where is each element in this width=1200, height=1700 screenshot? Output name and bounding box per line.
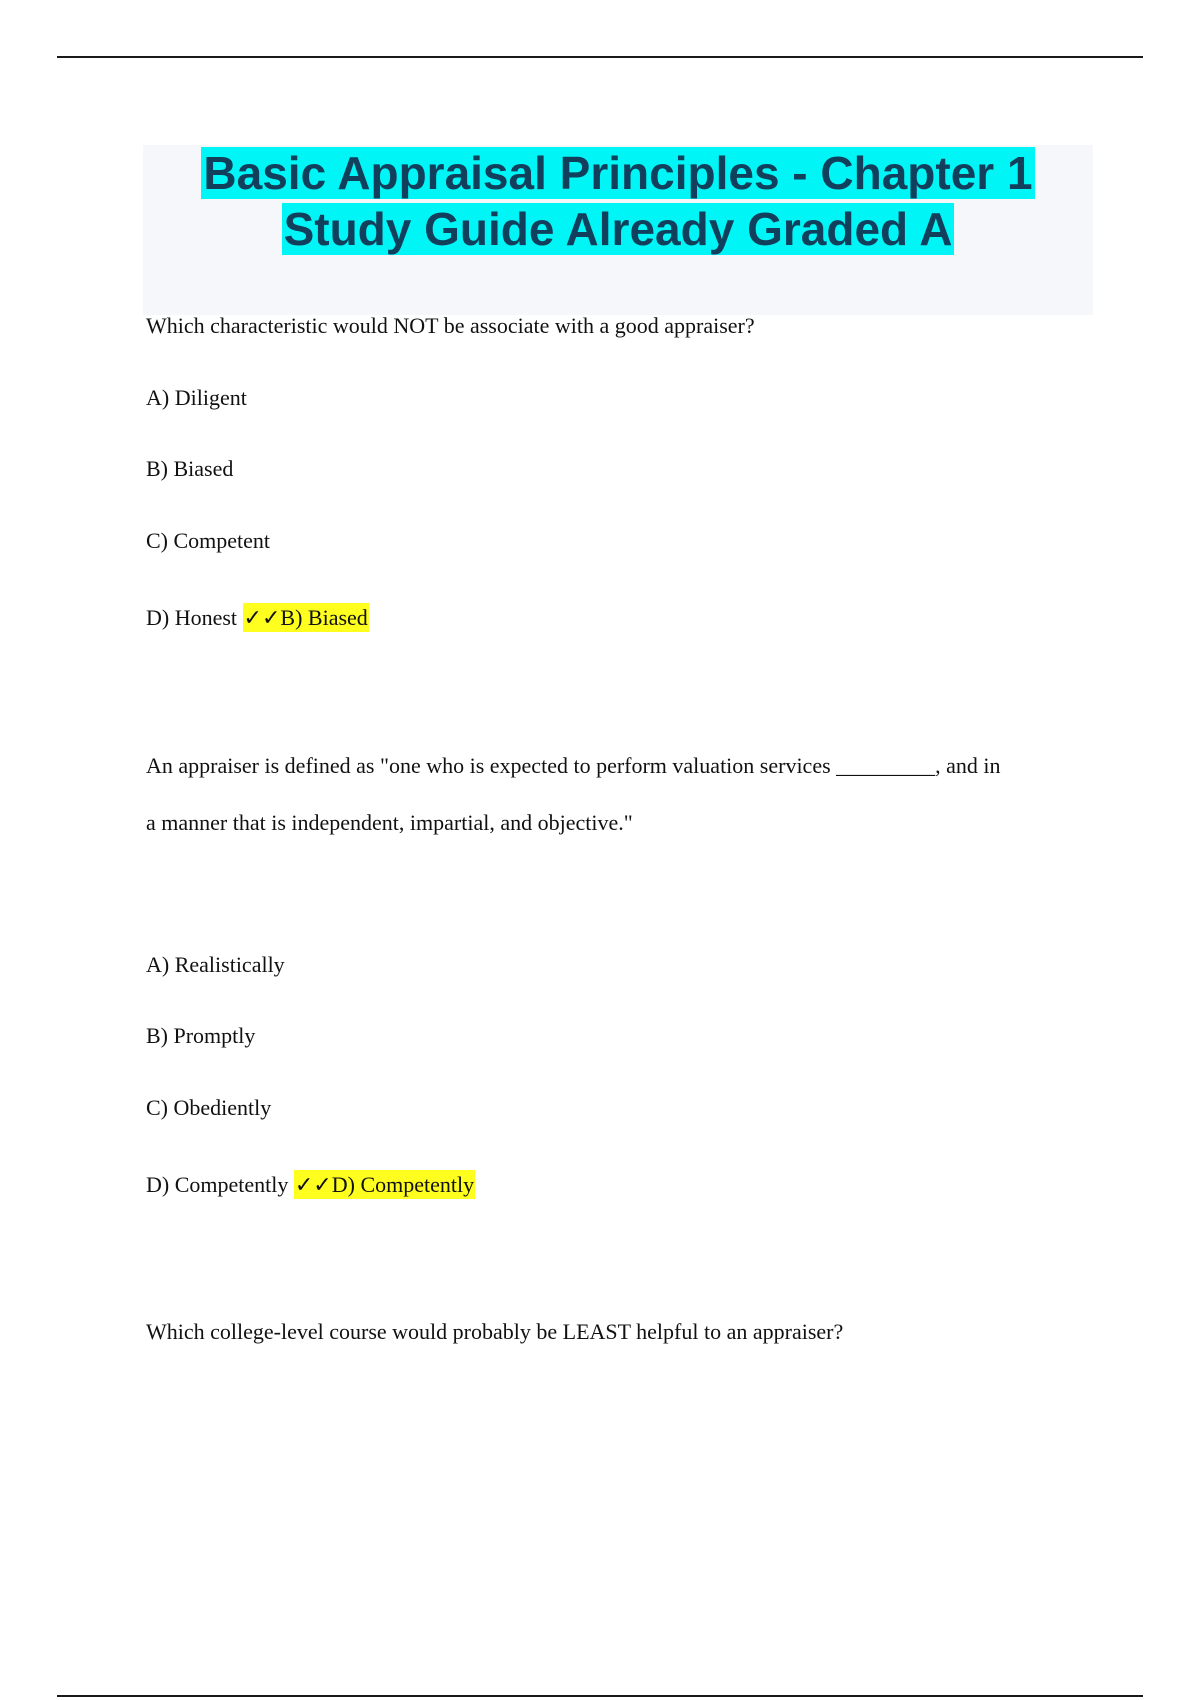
q1-answer-highlight xyxy=(243,603,369,632)
q2-option-b: B) Promptly xyxy=(146,1023,256,1048)
q1-option-c: C) Competent xyxy=(146,528,271,553)
q1-answer: B) Biased xyxy=(280,605,368,630)
q1-option-d-row xyxy=(146,604,369,633)
q2-question-line-2: a manner that is independent, impartial, and objective." xyxy=(146,810,633,835)
footer-rule xyxy=(57,1695,1143,1697)
q2-option-d-row xyxy=(146,1171,475,1200)
q1-question: Which characteristic would NOT be associate with a good appraiser? xyxy=(146,313,755,338)
q2-answer: D) Competently xyxy=(331,1172,475,1197)
double-check-icon: ✓✓ xyxy=(243,606,281,631)
q1-option-b: B) Biased xyxy=(146,456,234,481)
q2-option-d: D) Competently xyxy=(146,1172,289,1197)
q2-question-line-1: An appraiser is defined as "one who is expected to perform valuation services _________, and in xyxy=(146,753,1001,778)
header-rule xyxy=(57,56,1143,58)
q2-option-c: C) Obediently xyxy=(146,1095,272,1120)
q1-option-d: D) Honest xyxy=(146,605,238,630)
double-check-icon: ✓✓ xyxy=(294,1173,332,1198)
q2-option-a: A) Realistically xyxy=(146,952,285,977)
q3-question: Which college-level course would probably be LEAST helpful to an appraiser? xyxy=(146,1319,844,1344)
q2-answer-highlight xyxy=(294,1170,475,1199)
q1-option-a: A) Diligent xyxy=(146,385,247,410)
title-line-2: Study Guide Already Graded A xyxy=(283,203,953,255)
title-line-1: Basic Appraisal Principles - Chapter 1 xyxy=(203,147,1033,199)
document-title xyxy=(143,145,1093,257)
